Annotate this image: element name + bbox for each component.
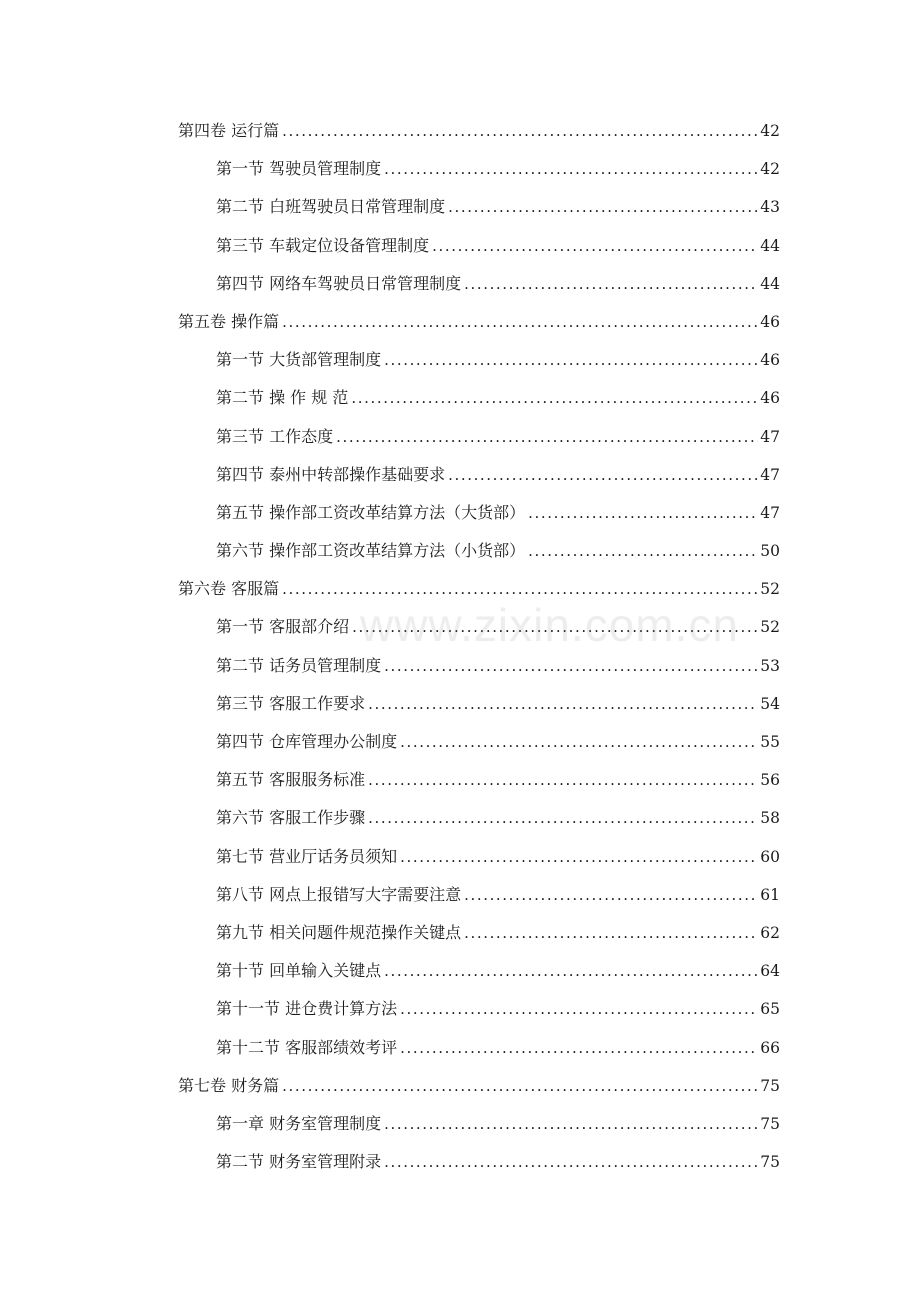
toc-entry-section[interactable] [0, 379, 920, 417]
toc-dot-leader [528, 532, 758, 570]
toc-page-number: 46 [760, 312, 780, 331]
toc-entry-title: 第三节 工作态度 [216, 426, 334, 446]
toc-page-number: 64 [760, 962, 780, 981]
toc-entry-section[interactable] [0, 418, 920, 456]
toc-page-number: 66 [760, 1038, 780, 1057]
toc-page-number: 75 [760, 1076, 780, 1095]
toc-entry-title: 第一节 驾驶员管理制度 [216, 159, 382, 179]
toc-dot-leader [528, 494, 758, 532]
toc-dot-leader [400, 838, 758, 876]
toc-entry-volume-6[interactable] [0, 570, 920, 608]
toc-entry-volume-5[interactable] [0, 303, 920, 341]
toc-entry-title: 第五节 客服服务标准 [216, 770, 366, 790]
toc-dot-leader [368, 761, 758, 799]
toc-entry-volume-4[interactable] [0, 112, 920, 150]
toc-entry-title: 第三节 客服工作要求 [216, 693, 366, 713]
toc-dot-leader [282, 303, 758, 341]
toc-dot-leader [464, 265, 758, 303]
toc-entry-volume-7[interactable] [0, 1067, 920, 1105]
toc-entry-section[interactable] [0, 1143, 920, 1181]
toc-page-number: 47 [760, 465, 780, 484]
toc-entry-section[interactable] [0, 265, 920, 303]
toc-entry-section[interactable] [0, 341, 920, 379]
toc-dot-leader [384, 341, 758, 379]
toc-entry-title: 第二节 操 作 规 范 [216, 388, 349, 408]
toc-dot-leader [448, 456, 758, 494]
toc-page-number: 54 [760, 694, 780, 713]
toc-dot-leader [384, 150, 758, 188]
toc-dot-leader [282, 1067, 758, 1105]
toc-entry-section[interactable] [0, 723, 920, 761]
toc-page-number: 46 [760, 351, 780, 370]
toc-entry-title: 第四节 网络车驾驶员日常管理制度 [216, 273, 462, 293]
toc-page-number: 58 [760, 809, 780, 828]
toc-entry-section[interactable] [0, 876, 920, 914]
toc-entry-section[interactable] [0, 990, 920, 1028]
toc-page-number: 52 [760, 580, 780, 599]
toc-entry-title: 第十二节 客服部绩效考评 [216, 1037, 398, 1057]
toc-entry-title: 第十节 回单输入关键点 [216, 961, 382, 981]
toc-page-number: 47 [760, 503, 780, 522]
toc-page-number: 52 [760, 618, 780, 637]
toc-page-number: 44 [760, 274, 780, 293]
toc-page-number: 62 [760, 923, 780, 942]
toc-dot-leader [464, 914, 758, 952]
toc-entry-title: 第十一节 进仓费计算方法 [216, 999, 398, 1019]
toc-entry-section[interactable] [0, 532, 920, 570]
toc-dot-leader [368, 799, 758, 837]
toc-entry-section[interactable] [0, 685, 920, 723]
toc-dot-leader [400, 1029, 758, 1067]
toc-page-number: 50 [760, 542, 780, 561]
toc-dot-leader [432, 227, 758, 265]
toc-page-number: 42 [760, 122, 780, 140]
toc-dot-leader [368, 685, 758, 723]
toc-page-number: 75 [760, 1153, 780, 1172]
toc-page-number: 42 [760, 160, 780, 179]
toc-entry-title: 第七节 营业厅话务员须知 [216, 846, 398, 866]
toc-dot-leader [384, 647, 758, 685]
toc-entry-section[interactable] [0, 1029, 920, 1067]
toc-dot-leader [352, 608, 758, 646]
toc-entry-title: 第二节 白班驾驶员日常管理制度 [216, 197, 446, 217]
toc-entry-section[interactable] [0, 838, 920, 876]
toc-page-number: 60 [760, 847, 780, 866]
toc-entry-section[interactable] [0, 456, 920, 494]
toc-dot-leader [400, 723, 758, 761]
toc-page-number: 53 [760, 656, 780, 675]
toc-entry-section[interactable] [0, 150, 920, 188]
toc-entry-title: 第六节 操作部工资改革结算方法（小货部） [216, 541, 526, 561]
toc-dot-leader [400, 990, 758, 1028]
toc-entry-section[interactable] [0, 608, 920, 646]
toc-entry-title: 第八节 网点上报错写大字需要注意 [216, 884, 462, 904]
toc-page-number: 46 [760, 389, 780, 408]
toc-entry-section[interactable] [0, 188, 920, 226]
toc-page-number: 43 [760, 198, 780, 217]
toc-dot-leader [336, 418, 758, 456]
toc-dot-leader [282, 112, 758, 150]
toc-dot-leader [351, 379, 758, 417]
toc-entry-section[interactable] [0, 914, 920, 952]
toc-entry-section[interactable] [0, 227, 920, 265]
toc-dot-leader [464, 876, 758, 914]
toc-page-number: 47 [760, 427, 780, 446]
toc-dot-leader [384, 1105, 758, 1143]
toc-entry-title: 第一节 大货部管理制度 [216, 350, 382, 370]
toc-entry-title: 第六节 客服工作步骤 [216, 808, 366, 828]
toc-page-number: 75 [760, 1114, 780, 1133]
toc-entry-title: 第四节 泰州中转部操作基础要求 [216, 464, 446, 484]
toc-entry-title: 第七卷 财务篇 [178, 1075, 280, 1095]
toc-entry-section[interactable] [0, 494, 920, 532]
toc-dot-leader [448, 188, 758, 226]
toc-page-number: 44 [760, 236, 780, 255]
toc-entry-section[interactable] [0, 761, 920, 799]
toc-entry-section[interactable] [0, 799, 920, 837]
toc-dot-leader [384, 1143, 758, 1181]
toc-dot-leader [384, 952, 758, 990]
toc-entry-section[interactable] [0, 647, 920, 685]
table-of-contents [0, 112, 920, 1181]
toc-entry-title: 第四节 仓库管理办公制度 [216, 732, 398, 751]
toc-entry-title: 第二节 话务员管理制度 [216, 655, 382, 675]
toc-page-number: 61 [760, 885, 780, 904]
watermark-text: www.zixin.com.cn [360, 599, 739, 651]
toc-entry-title: 第五卷 操作篇 [178, 311, 280, 331]
toc-entry-title: 第一章 财务室管理制度 [216, 1113, 382, 1133]
toc-dot-leader [282, 570, 758, 608]
toc-entry-section[interactable] [0, 1105, 920, 1143]
toc-entry-title: 第六卷 客服篇 [178, 579, 280, 599]
toc-entry-title: 第三节 车载定位设备管理制度 [216, 235, 430, 255]
toc-entry-title: 第九节 相关问题件规范操作关键点 [216, 922, 462, 942]
toc-entry-section[interactable] [0, 952, 920, 990]
toc-entry-title: 第一节 客服部介绍 [216, 617, 350, 637]
toc-entry-title: 第二节 财务室管理附录 [216, 1152, 382, 1172]
toc-page-number: 55 [760, 733, 780, 751]
toc-page-number: 65 [760, 1000, 780, 1019]
toc-entry-title: 第四卷 运行篇 [178, 121, 280, 140]
toc-page-number: 56 [760, 771, 780, 790]
toc-entry-title: 第五节 操作部工资改革结算方法（大货部） [216, 502, 526, 522]
